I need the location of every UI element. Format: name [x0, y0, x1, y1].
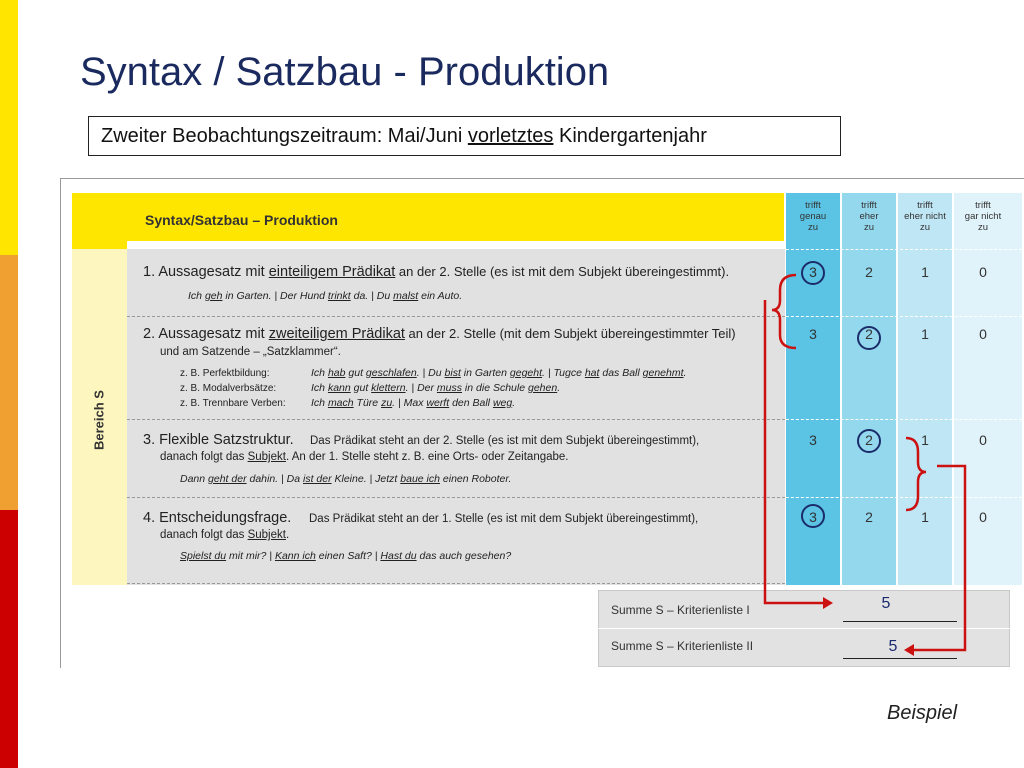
- score-r3-0: 0: [979, 432, 987, 448]
- sum-value-1: 5: [881, 595, 891, 612]
- text-segment: gut: [345, 367, 366, 379]
- underlined-text-segment: hab: [327, 367, 346, 379]
- criterion-2-label-trennbar: z. B. Trennbare Verben:: [180, 398, 286, 409]
- criterion-3-line1: Das Prädikat steht an der 2. Stelle (es ist mit dem Subjekt übereingestimmt),: [310, 435, 700, 447]
- score-r3-2: 2: [865, 432, 873, 448]
- underlined-text-segment: baue ich: [400, 473, 440, 485]
- underlined-text-segment: Spielst du: [180, 550, 227, 562]
- score-r4-3: 3: [809, 509, 817, 525]
- underlined-text-segment: Subjekt: [247, 451, 286, 463]
- example-label: Beispiel: [887, 702, 958, 724]
- score-r1-3: 3: [809, 264, 817, 280]
- column-header-line: gar nicht: [964, 211, 1002, 222]
- underlined-text-segment: gehen: [527, 382, 558, 394]
- criterion-2-label-perfekt: z. B. Perfektbildung:: [180, 368, 270, 379]
- column-header-line: trifft: [975, 200, 991, 211]
- criterion-1-rest: an der 2. Stelle (es ist mit dem Subjekt übereingestimmt).: [395, 264, 730, 279]
- score-r1-0: 0: [979, 264, 987, 280]
- underlined-text-segment: Hast du: [380, 550, 417, 562]
- arrow-to-sum-1: [765, 300, 825, 603]
- underlined-text-segment: zu: [381, 397, 393, 409]
- text-segment: . An der 1. Stelle steht z. B. eine Orts- oder Zeitangabe.: [285, 451, 569, 463]
- underlined-text-segment: gegeht: [509, 367, 543, 379]
- underlined-text-segment: mach: [327, 397, 354, 409]
- underlined-text-segment: Kann ich: [274, 550, 316, 562]
- text-segment: dahin. | Da: [246, 473, 303, 485]
- text-segment: danach folgt das: [160, 529, 248, 541]
- score-r1-1: 1: [921, 264, 929, 280]
- bereich-label: Bereich S: [91, 390, 107, 450]
- column-header-line: eher nicht: [904, 211, 946, 222]
- sum-value-2: 5: [888, 638, 898, 655]
- text-segment: den Ball: [449, 397, 493, 409]
- brace-left-icon: [772, 275, 796, 348]
- underlined-text-segment: weg: [492, 397, 513, 409]
- score-r2-3: 3: [809, 326, 817, 342]
- text-segment: einen Saft? |: [315, 550, 381, 562]
- text-segment: ein Auto.: [418, 290, 463, 302]
- criterion-2-line2: und am Satzende – „Satzklammer“.: [160, 346, 341, 358]
- text-segment: gut: [350, 382, 372, 394]
- column-header-line: trifft: [917, 200, 933, 211]
- column-header-line: zu: [919, 222, 931, 233]
- score-r2-1: 1: [921, 326, 929, 342]
- column-header-line: eher: [859, 211, 879, 222]
- text-segment: Türe: [353, 397, 382, 409]
- text-segment: .: [557, 382, 561, 394]
- text-segment: Ich: [311, 397, 328, 409]
- score-r2-0: 0: [979, 326, 987, 342]
- text-segment: .: [285, 529, 290, 541]
- criterion-4-number: 4. Entscheidungsfrage.: [143, 510, 292, 526]
- text-segment: danach folgt das: [160, 451, 248, 463]
- score-r1-2: 2: [865, 264, 873, 280]
- text-segment: Kleine. | Jetzt: [331, 473, 401, 485]
- arrowhead-sum-1-icon: [823, 597, 833, 609]
- subtitle-prefix: Zweiter Beobachtungszeitraum: Mai/Juni: [101, 125, 468, 147]
- score-r4-0: 0: [979, 509, 987, 525]
- underlined-text-segment: klettern: [371, 382, 406, 394]
- score-r4-2: 2: [865, 509, 873, 525]
- text-segment: das auch gesehen?: [416, 550, 512, 562]
- text-segment: einen Roboter.: [439, 473, 512, 485]
- text-segment: Ich: [188, 290, 205, 302]
- underlined-text-segment: ist der: [303, 473, 332, 485]
- text-segment: .: [683, 367, 687, 379]
- underlined-text-segment: trinkt: [327, 290, 351, 302]
- underlined-text-segment: muss: [436, 382, 463, 394]
- criterion-3-number: 3. Flexible Satzstruktur.: [143, 432, 294, 448]
- column-header-line: zu: [863, 222, 875, 233]
- text-segment: in Garten. | Der Hund: [222, 290, 328, 302]
- score-r3-3: 3: [809, 432, 817, 448]
- text-segment: .: [512, 397, 516, 409]
- criterion-1-number: 1. Aussagesatz mit: [143, 264, 269, 280]
- text-segment: . | Der: [405, 382, 437, 394]
- column-header-line: trifft: [805, 200, 821, 211]
- column-header-line: genau: [799, 211, 827, 222]
- criterion-2-number: 2. Aussagesatz mit: [143, 326, 269, 342]
- underlined-text-segment: genehmt: [642, 367, 684, 379]
- underlined-text-segment: geh: [204, 290, 223, 302]
- arrow-to-sum-2: [912, 466, 965, 650]
- underlined-text-segment: hat: [584, 367, 600, 379]
- text-segment: . | Max: [392, 397, 427, 409]
- subtitle-suffix: Kindergartenjahr: [553, 125, 707, 147]
- text-segment: Ich: [311, 382, 328, 394]
- criterion-4-line1: Das Prädikat steht an der 1. Stelle (es ist mit dem Subjekt übereingestimmt),: [309, 513, 699, 525]
- text-segment: in Garten: [460, 367, 510, 379]
- criterion-2-label-modal: z. B. Modalverbsätze:: [180, 383, 277, 394]
- text-segment: Ich: [311, 367, 328, 379]
- subtitle-underlined: vorletztes: [467, 125, 554, 147]
- underlined-text-segment: werft: [426, 397, 450, 409]
- slide-title: Syntax / Satzbau - Produktion: [80, 50, 610, 94]
- text-segment: . | Du: [416, 367, 445, 379]
- score-r3-1: 1: [921, 432, 929, 448]
- underlined-text-segment: kann: [327, 382, 351, 394]
- column-header-line: trifft: [861, 200, 877, 211]
- score-r2-2: 2: [865, 326, 873, 342]
- arrowhead-sum-2-icon: [904, 644, 914, 656]
- brace-right-icon: [906, 438, 926, 510]
- column-header-line: zu: [807, 222, 819, 233]
- text-segment: . | Tugce: [542, 367, 585, 379]
- text-segment: Dann: [180, 473, 209, 485]
- sum-label-1: Summe S – Kriterienliste I: [611, 603, 750, 617]
- sum-label-2: Summe S – Kriterienliste II: [611, 639, 754, 653]
- column-header-line: zu: [977, 222, 989, 233]
- underlined-text-segment: geht der: [208, 473, 247, 485]
- underlined-text-segment: bist: [444, 367, 461, 379]
- text-segment: mit mir? |: [226, 550, 275, 562]
- text-segment: das Ball: [599, 367, 643, 379]
- underlined-text-segment: malst: [393, 290, 419, 302]
- text-segment: da. | Du: [350, 290, 394, 302]
- criterion-1-key: einteiligem Prädikat: [268, 264, 396, 280]
- form-header-title: Syntax/Satzbau – Produktion: [145, 212, 338, 228]
- criterion-2-rest: an der 2. Stelle (mit dem Subjekt übereingestimmter Teil): [404, 326, 736, 341]
- underlined-text-segment: Subjekt: [247, 529, 286, 541]
- text-segment: in die Schule: [462, 382, 528, 394]
- criterion-2-key: zweiteiligem Prädikat: [268, 326, 405, 342]
- underlined-text-segment: geschlafen: [365, 367, 417, 379]
- score-r4-1: 1: [921, 509, 929, 525]
